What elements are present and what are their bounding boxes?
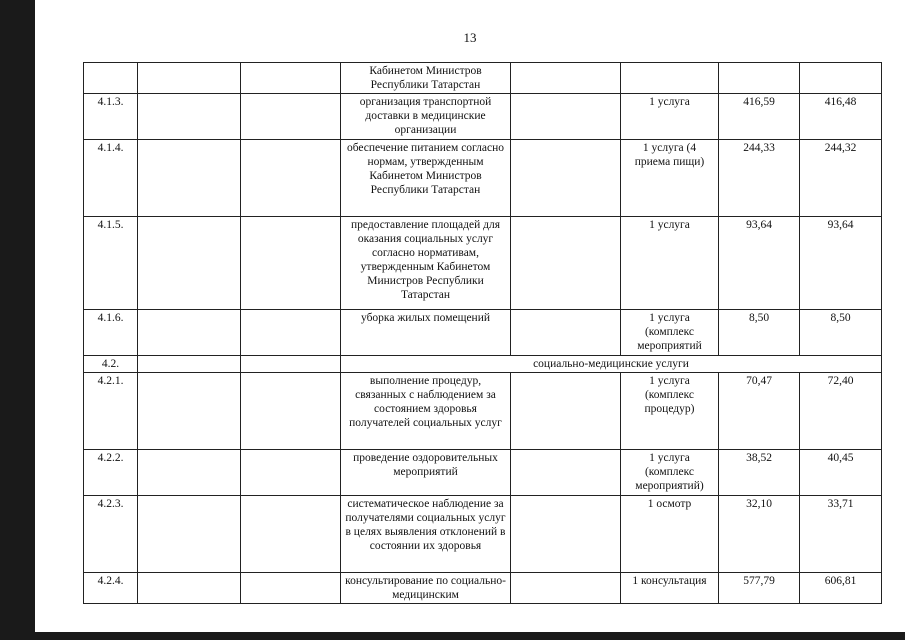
empty-cell	[241, 356, 341, 373]
empty-cell	[511, 496, 621, 573]
tariff-value-2: 606,81	[800, 573, 882, 604]
table-row	[84, 217, 882, 310]
empty-cell	[241, 573, 341, 604]
service-unit: 1 услуга	[621, 217, 719, 310]
empty-cell	[241, 94, 341, 140]
tariff-value-1: 38,52	[719, 450, 800, 496]
empty-cell	[241, 140, 341, 217]
tariff-value-2: 33,71	[800, 496, 882, 573]
empty-cell	[138, 573, 241, 604]
table-row	[84, 63, 882, 94]
tariff-value-1: 93,64	[719, 217, 800, 310]
service-name: консультирование по социально-медицинским	[341, 573, 511, 604]
empty-cell	[511, 450, 621, 496]
tariff-value-1: 577,79	[719, 573, 800, 604]
tariff-value-1: 32,10	[719, 496, 800, 573]
service-unit: 1 услуга	[621, 94, 719, 140]
row-number: 4.2.3.	[84, 496, 138, 573]
tariff-value-2: 72,40	[800, 373, 882, 450]
empty-cell	[138, 450, 241, 496]
empty-cell	[511, 140, 621, 217]
tariff-value-2: 40,45	[800, 450, 882, 496]
section-number: 4.2.	[84, 356, 138, 373]
service-unit: 1 услуга (комплекс процедур)	[621, 373, 719, 450]
service-unit: 1 услуга (комплекс мероприятий	[621, 310, 719, 356]
service-name: предоставление площадей для оказания социальных услуг согласно нормативам, утвержденным Кабинетом Министров Республики Татарстан	[341, 217, 511, 310]
table-row	[84, 310, 882, 356]
service-unit: 1 консультация	[621, 573, 719, 604]
tariff-value-1: 416,59	[719, 94, 800, 140]
tariff-value-1: 244,33	[719, 140, 800, 217]
empty-cell	[241, 217, 341, 310]
empty-cell	[511, 310, 621, 356]
tariff-value-2	[800, 63, 882, 94]
empty-cell	[241, 310, 341, 356]
empty-cell	[241, 496, 341, 573]
row-number: 4.1.6.	[84, 310, 138, 356]
table-row	[84, 573, 882, 604]
service-name: организация транспортной доставки в медицинские организации	[341, 94, 511, 140]
table-row	[84, 140, 882, 217]
service-unit	[621, 63, 719, 94]
row-number: 4.1.4.	[84, 140, 138, 217]
row-number: 4.2.4.	[84, 573, 138, 604]
table-row	[84, 94, 882, 140]
service-unit: 1 услуга (комплекс мероприятий)	[621, 450, 719, 496]
service-unit: 1 осмотр	[621, 496, 719, 573]
row-number	[84, 63, 138, 94]
tariff-value-1: 8,50	[719, 310, 800, 356]
empty-cell	[138, 94, 241, 140]
empty-cell	[241, 63, 341, 94]
empty-cell	[138, 373, 241, 450]
empty-cell	[511, 573, 621, 604]
scan-left-border	[0, 0, 35, 640]
empty-cell	[138, 310, 241, 356]
tariff-value-2: 8,50	[800, 310, 882, 356]
service-name: проведение оздоровительных мероприятий	[341, 450, 511, 496]
row-number: 4.2.2.	[84, 450, 138, 496]
row-number: 4.1.5.	[84, 217, 138, 310]
service-name: Кабинетом Министров Республики Татарстан	[341, 63, 511, 94]
empty-cell	[511, 63, 621, 94]
section-title: социально-медицинские услуги	[341, 356, 882, 373]
tariff-value-2: 93,64	[800, 217, 882, 310]
empty-cell	[138, 140, 241, 217]
empty-cell	[138, 63, 241, 94]
empty-cell	[138, 217, 241, 310]
table-row	[84, 496, 882, 573]
service-name: выполнение процедур, связанных с наблюдением за состоянием здоровья получателей социальных услуг	[341, 373, 511, 450]
page-number: 13	[463, 30, 477, 45]
tariff-value-2: 244,32	[800, 140, 882, 217]
row-number: 4.1.3.	[84, 94, 138, 140]
services-table	[83, 62, 882, 604]
empty-cell	[511, 94, 621, 140]
tariff-value-1	[719, 63, 800, 94]
empty-cell	[138, 496, 241, 573]
service-name: систематическое наблюдение за получателями социальных услуг в целях выявления отклонений в состоянии их здоровья	[341, 496, 511, 573]
section-row	[84, 356, 882, 373]
empty-cell	[241, 450, 341, 496]
table-row	[84, 373, 882, 450]
service-name: уборка жилых помещений	[341, 310, 511, 356]
empty-cell	[511, 373, 621, 450]
table-row	[84, 450, 882, 496]
tariff-value-2: 416,48	[800, 94, 882, 140]
scan-bottom-border	[0, 632, 905, 640]
empty-cell	[241, 373, 341, 450]
row-number: 4.2.1.	[84, 373, 138, 450]
service-unit: 1 услуга (4 приема пищи)	[621, 140, 719, 217]
service-name: обеспечение питанием согласно нормам, утвержденным Кабинетом Министров Республики Татарстан	[341, 140, 511, 217]
tariff-value-1: 70,47	[719, 373, 800, 450]
empty-cell	[138, 356, 241, 373]
empty-cell	[511, 217, 621, 310]
